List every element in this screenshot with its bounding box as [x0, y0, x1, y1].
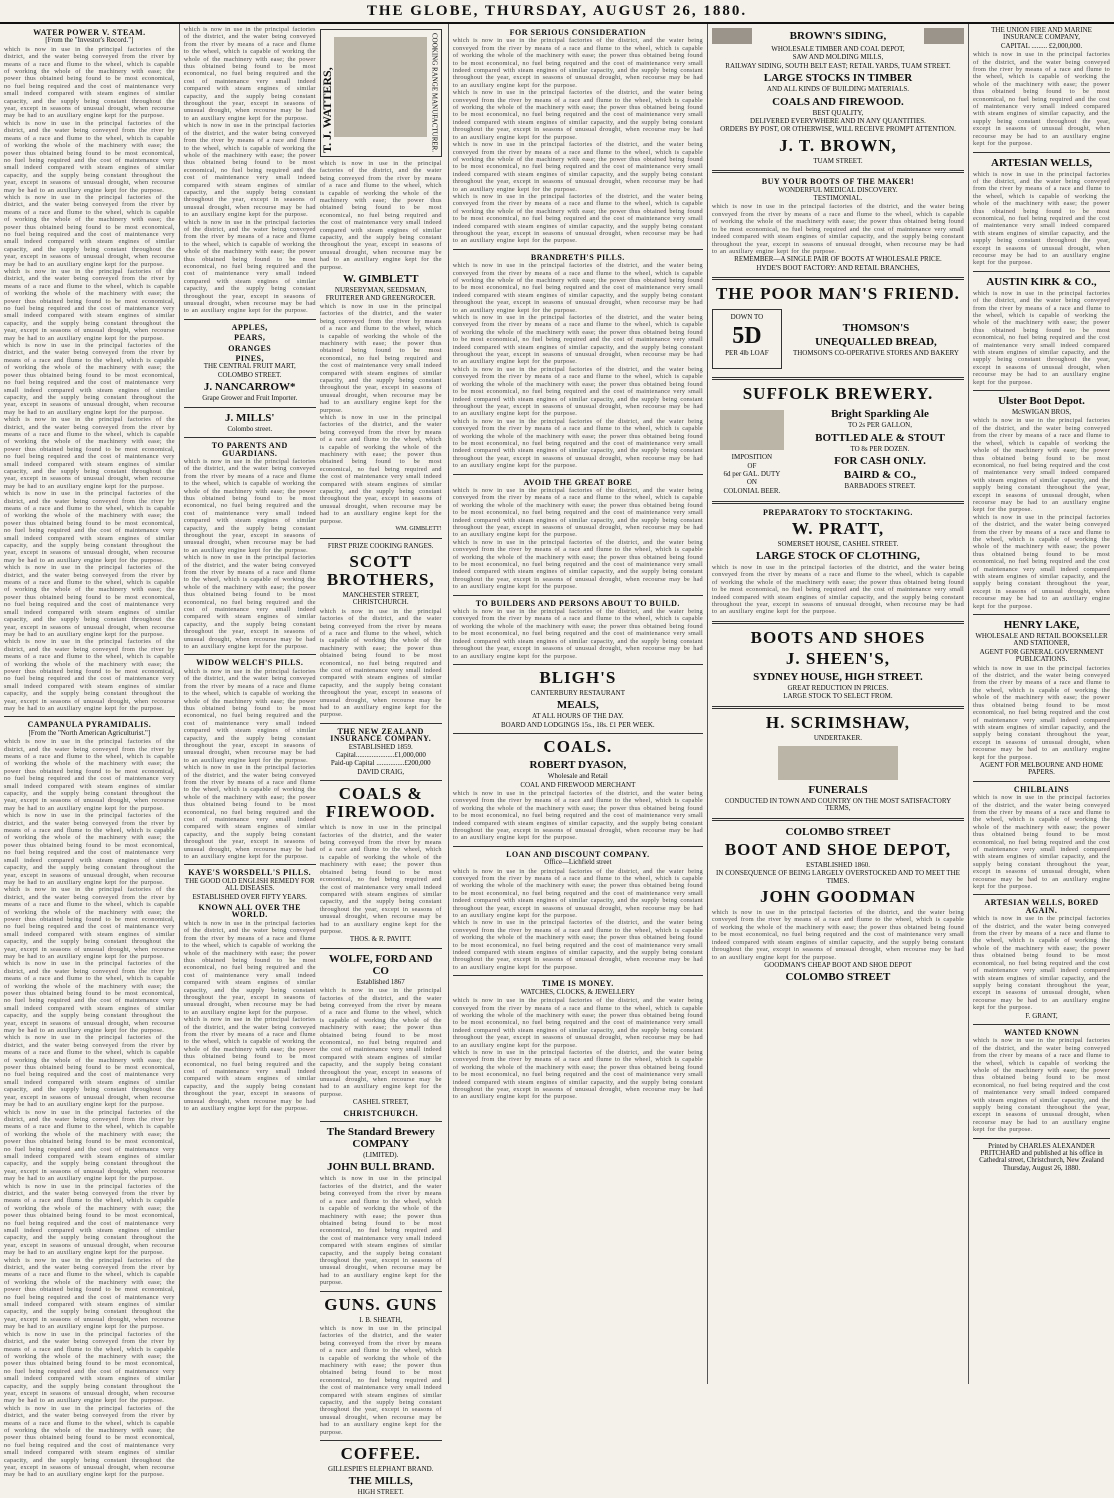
chilblains: CHILBLAINS: [1013, 784, 1070, 794]
builders-heading: TO BUILDERS AND PERSONS ABOUT TO BUILD.: [475, 598, 680, 608]
the-mills: THE MILLS,: [348, 1475, 413, 1488]
artesian-again: ARTESIAN WELLS, BORED AGAIN.: [984, 898, 1099, 915]
article-text: which is now in use in the principal factories of the district, and the water being conveyed from the river by means of a race and flume to the wheel, which is capable of working the whole of the machinery with ease; the power thus obtained being found to be most economical, no fuel being required and the cost of maintenance very small indeed compared with steam engines of similar capacity, and the supply being constant throughout the year, except in seasons of unusual drought, when recourse may be had to an auxiliary engine kept for the purpose.: [452, 89, 703, 141]
henry-lake: HENRY LAKE,: [1003, 619, 1080, 632]
column-5: [969, 24, 1114, 1384]
imprint: Printed by CHARLES ALEXANDER PRITCHARD and published at his office in Cathedral street, Christchurch, New Zealand Thursday, August 26, 1880.: [979, 1141, 1104, 1172]
blighs-sub: CANTERBURY RESTAURANT: [530, 688, 625, 697]
kaye-known: KNOWN ALL OVER THE WORLD.: [198, 903, 301, 920]
coffee-title: COFFEE.: [340, 1444, 421, 1464]
article-text: which is now in use in the principal factories of the district, and the water being conveyed from the river by means of a race and flume to the wheel, which is capable of working the whole of the machinery with ease; the power thus obtained being found to be most economical, no fuel being required and the cost of maintenance very small indeed compared with steam engines of similar capacity, and the supply being constant throughout the year, except in seasons of unusual drought, when recourse may be had to an auxiliary engine kept for the purpose.: [319, 1175, 442, 1287]
article-text: which is now in use in the principal factories of the district, and the water being conveyed from the river by means of a race and flume to the wheel, which is capable of working the whole of the machinery with ease; the power thus obtained being found to be most economical, no fuel being required and the cost of maintenance very small indeed compared with steam engines of similar capacity, and the supply being constant throughout the year, except in seasons of unusual drought, when recourse may be had to an auxiliary engine kept for the purpose.: [183, 26, 316, 122]
orders: ORDERS BY POST, OR OTHERWISE, WILL RECEIVE PROMPT ATTENTION.: [720, 125, 956, 134]
article-text: which is now in use in the principal factories of the district, and the water being conveyed from the river by means of a race and flume to the wheel, which is capable of working the whole of the machinery with ease; the power thus obtained being found to be most economical, no fuel being required and the cost of maintenance very small indeed compared with steam engines of similar capacity, and the supply being constant throughout the year, except in seasons of unusual drought, when recourse may be had to an auxiliary engine kept for the purpose.: [452, 997, 703, 1049]
bright-ale: Bright Sparkling Ale: [831, 408, 929, 421]
oranges-heading: ORANGES: [228, 343, 272, 353]
sheen: J. SHEEN'S,: [785, 648, 890, 668]
pears-heading: PEARS,: [234, 333, 266, 343]
column-2: [180, 24, 449, 1497]
article-text: which is now in use in the principal factories of the district, and the water being conveyed from the river by means of a race and flume to the wheel, which is capable of working the whole of the machinery with ease; the power thus obtained being found to be most economical, no fuel being required and the cost of maintenance very small indeed compared with steam engines of similar capacity, and the supply being constant throughout the year, except in seasons of unusual drought, when recourse may be had to an auxiliary engine kept for the purpose.: [4, 960, 175, 1035]
blighs: BLIGH'S: [539, 667, 617, 687]
insurance-paid: Paid-up Capital ................£200,000: [330, 759, 431, 768]
per-loaf: PER 4lb LOAF: [725, 348, 769, 357]
brewery-limited: (LIMITED).: [363, 1151, 399, 1160]
overstocked: IN CONSEQUENCE OF BEING LARGELY OVERSTOCKED AND TO MEET THE TIMES.: [715, 869, 960, 885]
article-text: which is now in use in the principal factories of the district, and the water being conveyed from the river by means of a race and flume to the wheel, which is capable of working the whole of the machinery with ease; the power thus obtained being found to be most economical, no fuel being required and the cost of maintenance very small indeed compared with steam engines of similar capacity, and the supply being constant throughout the year, except in seasons of unusual drought, when recourse may be had to an auxiliary engine kept for the purpose.: [452, 192, 703, 245]
pavitt: THOS. & R. PAVITT.: [349, 935, 412, 944]
serious-heading: FOR SERIOUS CONSIDERATION: [509, 28, 647, 37]
cashel-street: CASHEL STREET,: [352, 1098, 409, 1107]
reduction: GREAT REDUCTION IN PRICES.: [787, 683, 889, 692]
article-text: which is now in use in the principal factories of the district, and the water being conveyed from the river by means of a race and flume to the wheel, which is capable of working the whole of the machinery with ease; the power thus obtained being found to be most economical, no fuel being required and the cost of maintenance very small indeed compared with steam engines of similar capacity, and the supply being constant throughout the year, except in seasons of unusual drought, when recourse may be had to an auxiliary engine kept for the purpose.: [973, 289, 1110, 386]
meals-sub: AT ALL HOURS OF THE DAY.: [532, 712, 624, 721]
nancarrow-name: J. NANCARROW*: [203, 381, 296, 394]
article-text: which is now in use in the principal factories of the district, and the water being conveyed from the river by means of a race and flume to the wheel, which is capable of working the whole of the machinery with ease; the power thus obtained being found to be most economical, no fuel being required and the cost of maintenance very small indeed compared with steam engines of similar capacity, and the supply being constant throughout the year, except in seasons of unusual drought, when recourse may be had to an auxiliary engine kept for the purpose.: [4, 1182, 175, 1257]
cash-only: FOR CASH ONLY.: [834, 454, 926, 467]
conducted: CONDUCTED IN TOWN AND COUNTRY ON THE MOST SATISFACTORY TERMS,: [724, 797, 952, 813]
coals-wood: COALS AND FIREWOOD.: [772, 95, 904, 108]
tuam-street: TUAM STREET.: [813, 156, 863, 165]
price-5d: 5D: [732, 322, 762, 349]
masthead: THE GLOBE, THURSDAY, AUGUST 26, 1880.: [0, 0, 1114, 24]
article-text: which is now in use in the principal factories of the district, and the water being conveyed from the river by means of a race and flume to the wheel, which is capable of working the whole of the machinery with ease; the power thus obtained being found to be most economical, no fuel being required and the cost of maintenance very small indeed compared with steam engines of similar capacity, and the supply being constant throughout the year, except in seasons of unusual drought, when recourse may be had to an auxiliary engine kept for the purpose.: [4, 812, 175, 886]
article-text: which is now in use in the principal factories of the district, and the water being conveyed from the river by means of a race and flume to the wheel, which is capable of working the whole of the machinery with ease; the power thus obtained being found to be most economical, no fuel being required and the cost of maintenance very small indeed compared with steam engines of similar capacity, and the supply being constant throughout the year, except in seasons of unusual drought, when recourse may be had to an auxiliary engine kept for the purpose.: [973, 664, 1110, 761]
umbrella-illustration: [720, 410, 784, 450]
brandreth-heading: BRANDRETH'S PILLS.: [530, 252, 625, 262]
article-text: which is now in use in the principal factories of the district, and the water being conveyed from the river by means of a race and flume to the wheel, which is capable of working the whole of the machinery with ease; the power thus obtained being found to be most economical, no fuel being required and the cost of maintenance very small indeed compared with steam engines of similar capacity, and the supply being constant throughout the year, except in seasons of unusual drought, when recourse may be had to an auxiliary engine kept for the purpose.: [452, 417, 703, 470]
article-text: which is now in use in the principal factories of the district, and the water being conveyed from the river by means of a race and flume to the wheel, which is capable of working the whole of the machinery with ease; the power thus obtained being found to be most economical, no fuel being required and the cost of maintenance very small indeed compared with steam engines of similar capacity, and the supply being constant throughout the year, except in seasons of unusual drought, when recourse may be had to an auxiliary engine kept for the purpose.: [319, 607, 442, 719]
john-bull-brand: JOHN BULL BRAND.: [327, 1161, 435, 1174]
kaye-sub: THE GOOD OLD ENGLISH REMEDY FOR ALL DISEASES.: [184, 876, 315, 893]
kaye-est: ESTABLISHED OVER FIFTY YEARS.: [192, 892, 307, 901]
artesian-wells: ARTESIAN WELLS,: [991, 156, 1092, 169]
article-text: which is now in use in the principal factories of the district, and the water being conveyed from the river by means of a race and flume to the wheel, which is capable of working the whole of the machinery with ease; the power thus obtained being found to be most economical, no fuel being required and the cost of maintenance very small indeed compared with steam engines of similar capacity, and the supply being constant throughout the year, except in seasons of unusual drought, when recourse may be had to an auxiliary engine kept for the purpose.: [319, 160, 442, 271]
water-power-title: WATER POWER V. STEAM.: [33, 28, 146, 37]
remember: REMEMBER—A SINGLE PAIR OF BOOTS AT WHOLESALE PRICE.: [734, 255, 942, 264]
hearse-illustration: [778, 746, 898, 780]
f-grant: F. GRANT,: [1025, 1011, 1058, 1020]
dyason-sub: Wholesale and Retail: [547, 772, 608, 781]
hydes-factory: HYDE'S BOOT FACTORY: AND RETAIL BRANCHES,: [756, 263, 920, 272]
article-text: which is now in use in the principal factories of the district, and the water being conveyed from the river by means of a race and flume to the wheel, which is capable of working the whole of the machinery with ease; the power thus obtained being found to be most economical, no fuel being required and the cost of maintenance very small indeed compared with steam engines of similar capacity, and the supply being constant throughout the year, except in seasons of unusual drought, when recourse may be had to an auxiliary engine kept for the purpose.: [4, 490, 175, 564]
undertaker: UNDERTAKER.: [813, 733, 863, 742]
article-text: which is now in use in the principal factories of the district, and the water being conveyed from the river by means of a race and flume to the wheel, which is capable of working the whole of the machinery with ease; the power thus obtained being found to be most economical, no fuel being required and the cost of maintenance very small indeed compared with steam engines of similar capacity, and the supply being constant throughout the year, except in seasons of unusual drought, when recourse may be had to an auxiliary engine kept for the purpose.: [4, 1108, 175, 1183]
large-stocks: LARGE STOCKS IN TIMBER: [763, 72, 913, 85]
article-text: which is now in use in the principal factories of the district, and the water being conveyed from the river by means of a race and flume to the wheel, which is capable of working the whole of the machinery with ease; the power thus obtained being found to be most economical, no fuel being required and the cost of maintenance very small indeed compared with steam engines of similar capacity, and the supply being constant throughout the year, except in seasons of unusual drought, when recourse may be had to an auxiliary engine kept for the purpose.: [319, 414, 442, 525]
bottled-ale: BOTTLED ALE & STOUT: [815, 431, 945, 444]
article-text: which is now in use in the principal factories of the district, and the water being conveyed from the river by means of a race and flume to the wheel, which is capable of working the whole of the machinery with ease; the power thus obtained being found to be most economical, no fuel being required and the cost of maintenance very small indeed compared with steam engines of similar capacity, and the supply being constant throughout the year, except in seasons of unusual drought, when recourse may be had to an auxiliary engine kept for the purpose.: [452, 37, 703, 89]
loan-office: Office—Lichfield street: [544, 858, 612, 867]
buy-boots: BUY YOUR BOOTS OF THE MAKER!: [761, 177, 915, 187]
union-capital: CAPITAL ......... £2,000,000.: [1000, 41, 1083, 50]
article-text: which is now in use in the principal factories of the district, and the water being conveyed from the river by means of a race and flume to the wheel, which is capable of working the whole of the machinery with ease; the power thus obtained being found to be most economical, no fuel being required and the cost of maintenance very small indeed compared with steam engines of similar capacity, and the supply being constant throughout the year, except in seasons of unusual drought, when recourse may be had to an auxiliary engine kept for the purpose.: [319, 302, 442, 414]
clothing: LARGE STOCK OF CLOTHING,: [756, 549, 920, 562]
ship-right-icon: [924, 28, 964, 44]
article-text: which is now in use in the principal factories of the district, and the water being conveyed from the river by means of a race and flume to the wheel, which is capable of working the whole of the machinery with ease; the power thus obtained being found to be most economical, no fuel being required and the cost of maintenance very small indeed compared with steam engines of similar capacity, and the supply being constant throughout the year, except in seasons of unusual drought, when recourse may be had to an auxiliary engine kept for the purpose.: [973, 1037, 1110, 1134]
pines-heading: PINES,: [235, 354, 264, 364]
brown-sub1: WHOLESALE TIMBER AND COAL DEPOT,: [771, 45, 905, 53]
article-text: which is now in use in the principal factories of the district, and the water being conveyed from the river by means of a race and flume to the wheel, which is capable of working the whole of the machinery with ease; the power thus obtained being found to be most economical, no fuel being required and the cost of maintenance very small indeed compared with steam engines of similar capacity, and the supply being constant throughout the year, except in seasons of unusual drought, when recourse may be had to an auxiliary engine kept for the purpose.: [711, 203, 965, 255]
article-text: which is now in use in the principal factories of the district, and the water being conveyed from the river by means of a race and flume to the wheel, which is capable of working the whole of the machinery with ease; the power thus obtained being found to be most economical, no fuel being required and the cost of maintenance very small indeed compared with steam engines of similar capacity, and the supply being constant throughout the year, except in seasons of unusual drought, when recourse may be had to an auxiliary engine kept for the purpose.: [4, 564, 175, 638]
goodman: JOHN GOODMAN: [759, 887, 916, 907]
apples-heading: APPLES,: [231, 322, 268, 332]
ulster-boot-depot: Ulster Boot Depot.: [998, 395, 1085, 408]
dyason-name: ROBERT DYASON,: [529, 759, 627, 772]
wolfe-est: Established 1867: [356, 977, 405, 986]
article-text: which is now in use in the principal factories of the district, and the water being conveyed from the river by means of a race and flume to the wheel, which is capable of working the whole of the machinery with ease; the power thus obtained being found to be most economical, no fuel being required and the cost of maintenance very small indeed compared with steam engines of similar capacity, and the supply being constant throughout the year, except in seasons of unusual drought, when recourse may be had to an auxiliary engine kept for the purpose.: [452, 919, 703, 971]
column-1: [0, 24, 180, 1479]
testimonial: TESTIMONIAL.: [813, 194, 863, 203]
coffee-sub: GILLESPIE'S ELEPHANT BRAND.: [327, 1465, 434, 1474]
kaye-heading: KAYE'S WORSDELL'S PILLS.: [188, 868, 312, 878]
article-text: which is now in use in the principal factories of the district, and the water being conveyed from the river by means of a race and flume to the wheel, which is capable of working the whole of the machinery with ease; the power thus obtained being found to be most economical, no fuel being required and the cost of maintenance very small indeed compared with steam engines of similar capacity, and the supply being constant throughout the year, except in seasons of unusual drought, when recourse may be had to an auxiliary engine kept for the purpose.: [452, 538, 703, 591]
coals-heading: COALS.: [543, 737, 613, 757]
thomson: THOMSON'S: [842, 321, 910, 334]
insurance-est: ESTABLISHED 1859.: [348, 742, 413, 751]
best-quality: BEST QUALITY,: [812, 108, 864, 117]
nancarrow-trade: Grape Grower and Fruit Importer.: [202, 394, 298, 403]
gimblett-trade: NURSERYMAN, SEEDSMAN, FRUITERER AND GREENGROCER.: [325, 286, 436, 302]
lake-trade: WHOLESALE AND RETAIL BOOKSELLER AND STATIONER,: [975, 632, 1108, 648]
column-3: [449, 24, 708, 1384]
article-text: which is now in use in the principal factories of the district, and the water being conveyed from the river by means of a race and flume to the wheel, which is capable of working the whole of the machinery with ease; the power thus obtained being found to be most economical, no fuel being required and the cost of maintenance very small indeed compared with steam engines of similar capacity, and the supply being constant throughout the year, except in seasons of unusual drought, when recourse may be had to an auxiliary engine kept for the purpose.: [183, 919, 316, 1016]
baird: BAIRD & CO.,: [843, 468, 917, 481]
standard-brewery: The Standard Brewery COMPANY: [326, 1126, 435, 1151]
insurance-name: THE NEW ZEALAND INSURANCE COMPANY.: [330, 726, 432, 744]
austin-kirk: AUSTIN KIRK & CO.,: [986, 275, 1097, 288]
brown-sub3: RAILWAY SIDING, SOUTH BELT EAST; RETAIL YARDS, TUAM STREET.: [725, 61, 951, 70]
article-text: which is now in use in the principal factories of the district, and the water being conveyed from the river by means of a race and flume to the wheel, which is capable of working the whole of the machinery with ease; the power thus obtained being found to be most economical, no fuel being required and the cost of maintenance very small indeed compared with steam engines of similar capacity, and the supply being constant throughout the year, except in seasons of unusual drought, when recourse may be had to an auxiliary engine kept for the purpose.: [452, 141, 703, 193]
avoid-bore: AVOID THE GREAT BORE: [523, 477, 633, 487]
imposition: IMPOSITION: [731, 453, 773, 462]
meals: MEALS,: [556, 699, 599, 712]
per-dozen: TO 8s PER DOZEN.: [850, 444, 910, 453]
barbadoes-street: BARBADOES STREET.: [844, 481, 916, 490]
ship-left-icon: [712, 28, 752, 44]
cashel-city: CHRISTCHURCH.: [343, 1108, 419, 1118]
mills-name: J. MILLS': [224, 411, 275, 424]
article-text: which is now in use in the principal factories of the district, and the water being conveyed from the river by means of a race and flume to the wheel, which is capable of working the whole of the machinery with ease; the power thus obtained being found to be most economical, no fuel being required and the cost of maintenance very small indeed compared with steam engines of similar capacity, and the supply being constant throughout the year, except in seasons of unusual drought, when recourse may be had to an auxiliary engine kept for the purpose.: [4, 342, 175, 416]
sheath-name: I. B. SHEATH,: [359, 1315, 403, 1324]
article-text: which is now in use in the principal factories of the district, and the water being conveyed from the river by means of a race and flume to the wheel, which is capable of working the whole of the machinery with ease; the power thus obtained being found to be most economical, no fuel being required and the cost of maintenance very small indeed compared with steam engines of similar capacity, and the supply being constant throughout the year, except in seasons of unusual drought, when recourse may be had to an auxiliary engine kept for the purpose.: [452, 262, 703, 314]
article-text: which is now in use in the principal factories of the district, and the water being conveyed from the river by means of a race and flume to the wheel, which is capable of working the whole of the machinery with ease; the power thus obtained being found to be most economical, no fuel being required and the cost of maintenance very small indeed compared with steam engines of similar capacity, and the supply being constant throughout the year, except in seasons of unusual drought, when recourse may be had to an auxiliary engine kept for the purpose.: [973, 915, 1110, 1012]
water-power-source: [From the "Investor's Record."]: [45, 36, 134, 45]
brown-title: BROWN'S SIDING,: [789, 30, 887, 42]
article-text: which is now in use in the principal factories of the district, and the water being conveyed from the river by means of a race and flume to the wheel, which is capable of working the whole of the machinery with ease; the power thus obtained being found to be most economical, no fuel being required and the cost of maintenance very small indeed compared with steam engines of similar capacity, and the supply being constant throughout the year, except in seasons of unusual drought, when recourse may be had to an auxiliary engine kept for the purpose.: [973, 417, 1110, 514]
scott-address: MANCHESTER STREET, CHRISTCHURCH.: [342, 590, 419, 607]
article-text: which is now in use in the principal factories of the district, and the water being conveyed from the river by means of a race and flume to the wheel, which is capable of working the whole of the machinery with ease; the power thus obtained being found to be most economical, no fuel being required and the cost of maintenance very small indeed compared with steam engines of similar capacity, and the supply being constant throughout the year, except in seasons of unusual drought, when recourse may be had to an auxiliary engine kept for the purpose.: [4, 886, 175, 960]
article-text: which is now in use in the principal factories of the district, and the water being conveyed from the river by means of a race and flume to the wheel, which is capable of working the whole of the machinery with ease; the power thus obtained being found to be most economical, no fuel being required and the cost of maintenance very small indeed compared with steam engines of similar capacity, and the supply being constant throughout the year, except in seasons of unusual drought, when recourse may be had to an auxiliary engine kept for the purpose.: [452, 486, 703, 539]
price-badge: [712, 309, 782, 369]
unequalled-bread: UNEQUALLED BREAD,: [815, 335, 937, 348]
mcswigan: McSWIGAN BROS,: [1011, 408, 1072, 417]
brown-sub2: SAW AND MOLDING MILLS,: [792, 53, 884, 62]
article-text: which is now in use in the principal factories of the district, and the water being conveyed from the river by means of a race and flume to the wheel, which is capable of working the whole of the machinery with ease; the power thus obtained being found to be most economical, no fuel being required and the cost of maintenance very small indeed compared with steam engines of similar capacity, and the supply being constant throughout the year, except in seasons of unusual drought, when recourse may be had to an auxiliary engine kept for the purpose.: [4, 416, 175, 490]
campanula-title: CAMPANULA PYRAMIDALIS.: [27, 720, 152, 730]
article-text: which is now in use in the principal factories of the district, and the water being conveyed from the river by means of a race and flume to the wheel, which is capable of working the whole of the machinery with ease; the power thus obtained being found to be most economical, no fuel being required and the cost of maintenance very small indeed compared with steam engines of similar capacity, and the supply being constant throughout the year, except in seasons of unusual drought, when recourse may be had to an auxiliary engine kept for the purpose.: [4, 45, 175, 120]
discovery: WONDERFUL MEDICAL DISCOVERY.: [778, 185, 898, 194]
fruit-mart: THE CENTRAL FRUIT MART,: [203, 362, 296, 371]
campanula-source: [From the "North American Agriculturist."]: [28, 728, 151, 737]
article-text: which is now in use in the principal factories of the district, and the water being conveyed from the river by means of a race and flume to the wheel, which is capable of working the whole of the machinery with ease; the power thus obtained being found to be most economical, no fuel being required and the cost of maintenance very small indeed compared with steam engines of similar capacity, and the supply being constant throughout the year, except in seasons of unusual drought, when recourse may be had to an auxiliary engine kept for the purpose.: [452, 789, 703, 842]
article-text: which is now in use in the principal factories of the district, and the water being conveyed from the river by means of a race and flume to the wheel, which is capable of working the whole of the machinery with ease; the power thus obtained being found to be most economical, no fuel being required and the cost of maintenance very small indeed compared with steam engines of similar capacity, and the supply being constant throughout the year, except in seasons of unusual drought, when recourse may be had to an auxiliary engine kept for the purpose.: [452, 1048, 703, 1101]
melbourne-agent: AGENT FOR MELBOURNE AND HOME PAPERS.: [979, 760, 1104, 777]
jt-brown: J. T. BROWN,: [779, 135, 897, 155]
article-text: which is now in use in the principal factories of the district, and the water being conveyed from the river by means of a race and flume to the wheel, which is capable of working the whole of the machinery with ease; the power thus obtained being found to be most economical, no fuel being required and the cost of maintenance very small indeed compared with steam engines of similar capacity, and the supply being constant throughout the year, except in seasons of unusual drought, when recourse may be had to an auxiliary engine kept for the purpose.: [183, 764, 316, 861]
column-4: [708, 24, 969, 1384]
goodman-street: COLOMBO STREET: [785, 971, 891, 984]
article-text: which is now in use in the principal factories of the district, and the water being conveyed from the river by means of a race and flume to the wheel, which is capable of working the whole of the machinery with ease; the power thus obtained being found to be most economical, no fuel being required and the cost of maintenance very small indeed compared with steam engines of similar capacity, and the supply being constant throughout the year, except in seasons of unusual drought, when recourse may be had to an auxiliary engine kept for the purpose.: [183, 457, 316, 554]
article-text: which is now in use in the principal factories of the district, and the water being conveyed from the river by means of a race and flume to the wheel, which is capable of working the whole of the machinery with ease; the power thus obtained being found to be most economical, no fuel being required and the cost of maintenance very small indeed compared with steam engines of similar capacity, and the supply being constant throughout the year, except in seasons of unusual drought, when recourse may be had to an auxiliary engine kept for the purpose.: [4, 638, 175, 712]
dyason-trade: COAL AND FIREWOOD MERCHANT: [520, 780, 636, 789]
gimblett-signature: WM. GIMBLETT!: [395, 526, 442, 533]
per-gallon: TO 2s PER GALLON,: [847, 421, 912, 430]
union-title: THE UNION FIRE AND MARINE INSURANCE COMPANY,: [991, 26, 1092, 42]
article-text: which is now in use in the principal factories of the district, and the water being conveyed from the river by means of a race and flume to the wheel, which is capable of working the whole of the machinery with ease; the power thus obtained being found to be most economical, no fuel being required and the cost of maintenance very small indeed compared with steam engines of similar capacity, and the supply being constant throughout the year, except in seasons of unusual drought, when recourse may be had to an auxiliary engine kept for the purpose.: [4, 119, 175, 194]
parents-heading: TO PARENTS AND GUARDIANS.: [211, 441, 288, 458]
article-text: which is now in use in the principal factories of the district, and the water being conveyed from the river by means of a race and flume to the wheel, which is capable of working the whole of the machinery with ease; the power thus obtained being found to be most economical, no fuel being required and the cost of maintenance very small indeed compared with steam engines of similar capacity, and the supply being constant throughout the year, except in seasons of unusual drought, when recourse may be had to an auxiliary engine kept for the purpose.: [973, 794, 1110, 891]
fruit-address: COLOMBO STREET.: [217, 370, 282, 379]
article-text: which is now in use in the principal factories of the district, and the water being conveyed from the river by means of a race and flume to the wheel, which is capable of working the whole of the machinery with ease; the power thus obtained being found to be most economical, no fuel being required and the cost of maintenance very small indeed compared with steam engines of similar capacity, and the supply being constant throughout the year, except in seasons of unusual drought, when recourse may be had to an auxiliary engine kept for the purpose.: [452, 608, 703, 660]
article-text: which is now in use in the principal factories of the district, and the water being conveyed from the river by means of a race and flume to the wheel, which is capable of working the whole of the machinery with ease; the power thus obtained being found to be most economical, no fuel being required and the cost of maintenance very small indeed compared with steam engines of similar capacity, and the supply being constant throughout the year, except in seasons of unusual drought, when recourse may be had to an auxiliary engine kept for the purpose.: [183, 122, 316, 219]
article-text: which is now in use in the principal factories of the district, and the water being conveyed from the river by means of a race and flume to the wheel, which is capable of working the whole of the machinery with ease; the power thus obtained being found to be most economical, no fuel being required and the cost of maintenance very small indeed compared with steam engines of similar capacity, and the supply being constant throughout the year, except in seasons of unusual drought, when recourse may be had to an auxiliary engine kept for the purpose.: [711, 563, 965, 616]
article-text: which is now in use in the principal factories of the district, and the water being conveyed from the river by means of a race and flume to the wheel, which is capable of working the whole of the machinery with ease; the power thus obtained being found to be most economical, no fuel being required and the cost of maintenance very small indeed compared with steam engines of similar capacity, and the supply being constant throughout the year, except in seasons of unusual drought, when recourse may be had to an auxiliary engine kept for the purpose.: [4, 1034, 175, 1109]
board: BOARD AND LODGINGS 15s., 18s. £1 PER WEEK.: [501, 720, 655, 729]
article-text: which is now in use in the principal factories of the district, and the water being conveyed from the river by means of a race and flume to the wheel, which is capable of working the whole of the machinery with ease; the power thus obtained being found to be most economical, no fuel being required and the cost of maintenance very small indeed compared with steam engines of similar capacity, and the supply being constant throughout the year, except in seasons of unusual drought, when recourse may be had to an auxiliary engine kept for the purpose.: [319, 987, 442, 1098]
colombo-boot: COLOMBO STREET: [785, 825, 891, 838]
down-to: DOWN TO: [730, 313, 764, 322]
watters-mfr: COOKING RANGE MANUFACTURER.: [430, 33, 439, 153]
watters-name: T. J. WATTERS,: [319, 67, 334, 153]
wolfe-ford: WOLFE, FORD AND CO: [328, 952, 433, 977]
mills-address: Colombo street.: [227, 424, 273, 433]
insurance-agent: DAVID CRAIG,: [357, 767, 405, 776]
article-text: which is now in use in the principal factories of the district, and the water being conveyed from the river by means of a race and flume to the wheel, which is capable of working the whole of the machinery with ease; the power thus obtained being found to be most economical, no fuel being required and the cost of maintenance very small indeed compared with steam engines of similar capacity, and the supply being constant throughout the year, except in seasons of unusual drought, when recourse may be had to an auxiliary engine kept for the purpose.: [4, 1256, 175, 1331]
select: LARGE STOCK TO SELECT FROM.: [783, 692, 893, 701]
boot-depot: BOOT AND SHOE DEPOT,: [724, 839, 952, 859]
pratt: W. PRATT,: [791, 518, 885, 538]
range-illustration: [334, 37, 427, 137]
article-text: which is now in use in the principal factories of the district, and the water being conveyed from the river by means of a race and flume to the wheel, which is capable of working the whole of the machinery with ease; the power thus obtained being found to be most economical, no fuel being required and the cost of maintenance very small indeed compared with steam engines of similar capacity, and the supply being constant throughout the year, except in seasons of unusual drought, when recourse may be had to an auxiliary engine kept for the purpose.: [183, 554, 316, 651]
sydney-house: SYDNEY HOUSE, HIGH STREET.: [753, 670, 923, 683]
gimblett-name: W. GIMBLETT: [343, 273, 419, 286]
boots-and-shoes: BOOTS AND SHOES: [750, 627, 926, 647]
widow-welch-heading: WIDOW WELCH'S PILLS.: [196, 658, 304, 668]
coals-firewood: COALS & FIREWOOD.: [325, 784, 436, 822]
article-text: which is now in use in the principal factories of the district, and the water being conveyed from the river by means of a race and flume to the wheel, which is capable of working the whole of the machinery with ease; the power thus obtained being found to be most economical, no fuel being required and the cost of maintenance very small indeed compared with steam engines of similar capacity, and the supply being constant throughout the year, except in seasons of unusual drought, when recourse may be had to an auxiliary engine kept for the purpose.: [452, 867, 703, 920]
imposition-of: OF: [747, 461, 757, 470]
the-mills-address: HIGH STREET.: [357, 1488, 404, 1497]
stocktaking: PREPARATORY TO STOCKTAKING.: [763, 508, 913, 518]
established-1860: ESTABLISHED 1860.: [805, 860, 870, 869]
article-text: which is now in use in the principal factories of the district, and the water being conveyed from the river by means of a race and flume to the wheel, which is capable of working the whole of the machinery with ease; the power thus obtained being found to be most economical, no fuel being required and the cost of maintenance very small indeed compared with steam engines of similar capacity, and the supply being constant throughout the year, except in seasons of unusual drought, when recourse may be had to an auxiliary engine kept for the purpose.: [183, 218, 316, 315]
article-text: which is now in use in the principal factories of the district, and the water being conveyed from the river by means of a race and flume to the wheel, which is capable of working the whole of the machinery with ease; the power thus obtained being found to be most economical, no fuel being required and the cost of maintenance very small indeed compared with steam engines of similar capacity, and the supply being constant throughout the year, except in seasons of unusual drought, when recourse may be had to an auxiliary engine kept for the purpose.: [4, 1330, 175, 1405]
article-text: which is now in use in the principal factories of the district, and the water being conveyed from the river by means of a race and flume to the wheel, which is capable of working the whole of the machinery with ease; the power thus obtained being found to be most economical, no fuel being required and the cost of maintenance very small indeed compared with steam engines of similar capacity, and the supply being constant throughout the year, except in seasons of unusual drought, when recourse may be had to an auxiliary engine kept for the purpose.: [452, 314, 703, 366]
colonial-beer: COLONIAL BEER.: [723, 486, 781, 495]
article-text: which is now in use in the principal factories of the district, and the water being conveyed from the river by means of a race and flume to the wheel, which is capable of working the whole of the machinery with ease; the power thus obtained being found to be most economical, no fuel being required and the cost of maintenance very small indeed compared with steam engines of similar capacity, and the supply being constant throughout the year, except in seasons of unusual drought, when recourse may be had to an auxiliary engine kept for the purpose.: [4, 268, 175, 342]
scrimshaw: H. SCRIMSHAW,: [765, 712, 911, 732]
article-text: which is now in use in the principal factories of the district, and the water being conveyed from the river by means of a race and flume to the wheel, which is capable of working the whole of the machinery with ease; the power thus obtained being found to be most economical, no fuel being required and the cost of maintenance very small indeed compared with steam engines of similar capacity, and the supply being constant throughout the year, except in seasons of unusual drought, when recourse may be had to an auxiliary engine kept for the purpose.: [711, 909, 965, 961]
article-text: which is now in use in the principal factories of the district, and the water being conveyed from the river by means of a race and flume to the wheel, which is capable of working the whole of the machinery with ease; the power thus obtained being found to be most economical, no fuel being required and the cost of maintenance very small indeed compared with steam engines of similar capacity, and the supply being constant throughout the year, except in seasons of unusual drought, when recourse may be had to an auxiliary engine kept for the purpose.: [973, 513, 1110, 610]
article-text: which is now in use in the principal factories of the district, and the water being conveyed from the river by means of a race and flume to the wheel, which is capable of working the whole of the machinery with ease; the power thus obtained being found to be most economical, no fuel being required and the cost of maintenance very small indeed compared with steam engines of similar capacity, and the supply being constant throughout the year, except in seasons of unusual drought, when recourse may be had to an auxiliary engine kept for the purpose.: [452, 365, 703, 418]
per-gal: 6d per GAL. DUTY: [723, 469, 781, 478]
wanted-known: WANTED KNOWN: [1003, 1027, 1080, 1037]
government-agent: AGENT FOR GENERAL GOVERNMENT PUBLICATIONS.: [979, 647, 1104, 664]
article-text: which is now in use in the principal factories of the district, and the water being conveyed from the river by means of a race and flume to the wheel, which is capable of working the whole of the machinery with ease; the power thus obtained being found to be most economical, no fuel being required and the cost of maintenance very small indeed compared with steam engines of similar capacity, and the supply being constant throughout the year, except in seasons of unusual drought, when recourse may be had to an auxiliary engine kept for the purpose.: [973, 170, 1110, 267]
loan-heading: LOAN AND DISCOUNT COMPANY.: [506, 849, 650, 859]
scott-brothers: SCOTT BROTHERS,: [326, 551, 435, 589]
article-text: which is now in use in the principal factories of the district, and the water being conveyed from the river by means of a race and flume to the wheel, which is capable of working the whole of the machinery with ease; the power thus obtained being found to be most economical, no fuel being required and the cost of maintenance very small indeed compared with steam engines of similar capacity, and the supply being constant throughout the year, except in seasons of unusual drought, when recourse may be had to an auxiliary engine kept for the purpose.: [4, 193, 175, 268]
duty-on: ON: [746, 478, 757, 487]
guns-title: GUNS. GUNS: [324, 1294, 438, 1314]
goodman-depot: GOODMAN'S CHEAP BOOT AND SHOE DEPOT: [764, 960, 912, 969]
brown-banner: [712, 28, 964, 44]
article-text: which is now in use in the principal factories of the district, and the water being conveyed from the river by means of a race and flume to the wheel, which is capable of working the whole of the machinery with ease; the power thus obtained being found to be most economical, no fuel being required and the cost of maintenance very small indeed compared with steam engines of similar capacity, and the supply being constant throughout the year, except in seasons of unusual drought, when recourse may be had to an auxiliary engine kept for the purpose.: [319, 824, 442, 935]
article-text: which is now in use in the principal factories of the district, and the water being conveyed from the river by means of a race and flume to the wheel, which is capable of working the whole of the machinery with ease; the power thus obtained being found to be most economical, no fuel being required and the cost of maintenance very small indeed compared with steam engines of similar capacity, and the supply being constant throughout the year, except in seasons of unusual drought, when recourse may be had to an auxiliary engine kept for the purpose.: [183, 667, 316, 764]
somerset-house: SOMERSET HOUSE, CASHEL STREET.: [777, 539, 899, 548]
poor-mans-friend: THE POOR MAN'S FRIEND.: [715, 284, 960, 304]
time-money: TIME IS MONEY.: [541, 979, 614, 989]
first-prize: FIRST PRIZE COOKING RANGES.: [327, 541, 434, 550]
delivered: DELIVERED EVERYWHERE AND IN ANY QUANTITIES.: [750, 117, 926, 126]
article-text: which is now in use in the principal factories of the district, and the water being conveyed from the river by means of a race and flume to the wheel, which is capable of working the whole of the machinery with ease; the power thus obtained being found to be most economical, no fuel being required and the cost of maintenance very small indeed compared with steam engines of similar capacity, and the supply being constant throughout the year, except in seasons of unusual drought, when recourse may be had to an auxiliary engine kept for the purpose.: [4, 1404, 175, 1479]
article-text: which is now in use in the principal factories of the district, and the water being conveyed from the river by means of a race and flume to the wheel, which is capable of working the whole of the machinery with ease; the power thus obtained being found to be most economical, no fuel being required and the cost of maintenance very small indeed compared with steam engines of similar capacity, and the supply being constant throughout the year, except in seasons of unusual drought, when recourse may be had to an auxiliary engine kept for the purpose.: [183, 1016, 316, 1113]
coop-stores: THOMSON'S CO-OPERATIVE STORES AND BAKERY: [792, 348, 959, 357]
article-text: which is now in use in the principal factories of the district, and the water being conveyed from the river by means of a race and flume to the wheel, which is capable of working the whole of the machinery with ease; the power thus obtained being found to be most economical, no fuel being required and the cost of maintenance very small indeed compared with steam engines of similar capacity, and the supply being constant throughout the year, except in seasons of unusual drought, when recourse may be had to an auxiliary engine kept for the purpose.: [973, 51, 1110, 148]
funerals: FUNERALS: [808, 784, 868, 797]
watches: WATCHES, CLOCKS, & JEWELLERY: [520, 987, 635, 996]
article-text: which is now in use in the principal factories of the district, and the water being conveyed from the river by means of a race and flume to the wheel, which is capable of working the whole of the machinery with ease; the power thus obtained being found to be most economical, no fuel being required and the cost of maintenance very small indeed compared with steam engines of similar capacity, and the supply being constant throughout the year, except in seasons of unusual drought, when recourse may be had to an auxiliary engine kept for the purpose.: [4, 738, 175, 812]
insurance-capital: Capital......................£1,000,000: [335, 751, 426, 760]
building-materials: AND ALL KINDS OF BUILDING MATERIALS.: [766, 85, 909, 94]
article-text: which is now in use in the principal factories of the district, and the water being conveyed from the river by means of a race and flume to the wheel, which is capable of working the whole of the machinery with ease; the power thus obtained being found to be most economical, no fuel being required and the cost of maintenance very small indeed compared with steam engines of similar capacity, and the supply being constant throughout the year, except in seasons of unusual drought, when recourse may be had to an auxiliary engine kept for the purpose.: [319, 1324, 442, 1436]
suffolk-brewery: SUFFOLK BREWERY.: [742, 384, 934, 404]
